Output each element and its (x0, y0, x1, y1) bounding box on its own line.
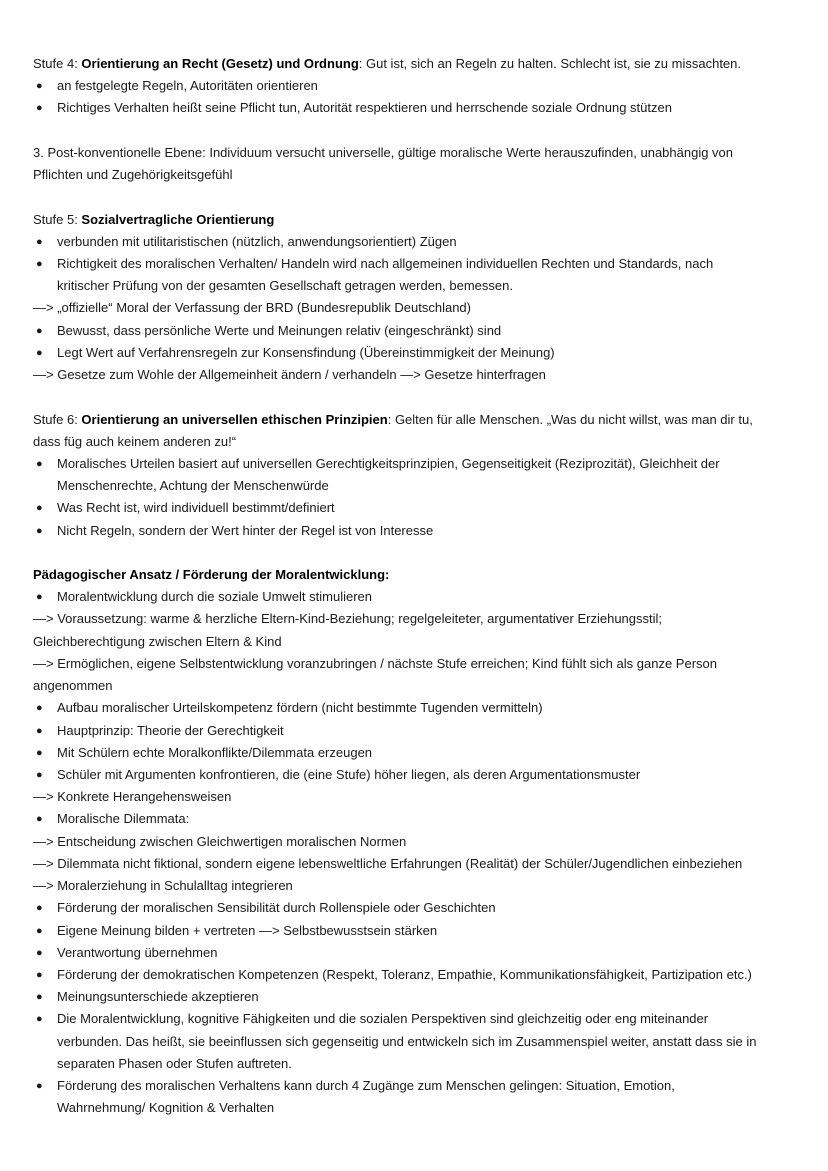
document-body (33, 53, 813, 1120)
text-line (33, 786, 813, 808)
bullet-icon: ● (36, 502, 43, 515)
bullet-item (33, 253, 813, 275)
bullet-icon: ● (36, 991, 43, 1004)
text-segment: Förderung der moralischen Sensibilität durch Rollenspiele oder Geschichten (57, 900, 496, 916)
text-segment: Verantwortung übernehmen (57, 944, 218, 960)
bullet-item (33, 320, 813, 342)
text-segment: Mit Schülern echte Moralkonflikte/Dilemmata erzeugen (57, 744, 373, 760)
text-segment: Moralentwicklung durch die soziale Umwelt stimulieren (57, 589, 373, 605)
bold-text: Orientierung an universellen ethischen Prinzipien (81, 411, 388, 427)
text-line (33, 142, 813, 164)
text-segment: Förderung des moralischen Verhaltens kann durch 4 Zugänge zum Menschen gelingen: Situation, Emotion, (57, 1078, 675, 1094)
bullet-item (33, 453, 813, 475)
text-segment: Richtigkeit des moralischen Verhalten/ Handeln wird nach allgemeinen individuellen Rechten und Standards, nach (57, 255, 714, 271)
bullet-icon: ● (36, 968, 43, 981)
bullet-icon: ● (36, 769, 43, 781)
bullet-icon: ● (36, 524, 43, 537)
text-segment: Meinungsunterschiede akzeptieren (57, 989, 259, 1005)
bullet-icon: ● (36, 724, 43, 737)
text-segment: angenommen (33, 678, 113, 694)
blank-line (33, 120, 813, 142)
text-line (33, 53, 813, 75)
text-segment: : Gelten für alle Menschen. „Was du nicht willst, was man dir tu, (387, 411, 753, 427)
bullet-item (33, 942, 813, 964)
bullet-icon: ● (36, 746, 43, 759)
text-segment: Eigene Meinung bilden + vertreten —> Selbstbewusstsein stärken (57, 922, 438, 938)
bullet-item (33, 342, 813, 364)
text-segment: —> „offizielle“ Moral der Verfassung der BRD (Bundesrepublik Deutschland) (33, 300, 471, 316)
blank-line (33, 542, 813, 564)
bullet-item (33, 497, 813, 519)
text-line (33, 875, 813, 897)
text-line (33, 431, 813, 453)
text-segment: kritischer Prüfung von der gesamten Gesellschaft getragen werden, bemessen. (57, 278, 513, 294)
bullet-icon: ● (36, 946, 43, 959)
text-line (33, 409, 813, 431)
bullet-item (33, 720, 813, 742)
text-segment: —> Dilemmata nicht fiktional, sondern eigene lebensweltliche Erfahrungen (Realität) der Schüler/Jugendlichen einbeziehen (33, 855, 743, 871)
text-segment: Moralisches Urteilen basiert auf universellen Gerechtigkeitsprinzipien, Gegenseitigkeit (Reziprozität), Gleichheit der (57, 455, 720, 471)
bullet-icon: ● (36, 324, 43, 337)
text-segment: —> Konkrete Herangehensweisen (33, 789, 232, 805)
bold-text: Sozialvertragliche Orientierung (81, 211, 275, 227)
bullet-icon: ● (36, 591, 43, 604)
text-segment: verbunden mit utilitaristischen (nützlich, anwendungsorientiert) Zügen (57, 233, 457, 249)
text-segment: Nicht Regeln, sondern der Wert hinter der Regel ist von Interesse (57, 522, 434, 538)
text-segment: Stufe 5: (33, 211, 82, 227)
bullet-icon: ● (36, 1013, 43, 1026)
bullet-icon: ● (36, 902, 43, 915)
blank-line (33, 186, 813, 208)
text-segment: Die Moralentwicklung, kognitive Fähigkeiten und die sozialen Perspektiven sind gleichzeitig oder eng miteinander (57, 1011, 709, 1027)
text-line (33, 675, 813, 697)
bullet-icon: ● (36, 457, 43, 470)
text-segment: : Gut ist, sich an Regeln zu halten. Schlecht ist, sie zu missachten. (358, 56, 742, 71)
bullet-item (33, 742, 813, 764)
text-line (33, 1031, 813, 1053)
text-segment: Menschenrechte, Achtung der Menschenwürde (57, 478, 329, 494)
bullet-item (33, 897, 813, 919)
text-segment: Stufe 4: (33, 56, 82, 71)
bullet-icon: ● (36, 235, 43, 248)
text-segment: Förderung der demokratischen Kompetenzen (Respekt, Toleranz, Empathie, Kommunikationsfähigkeit, Partizipation etc.) (57, 966, 752, 982)
text-segment: an festgelegte Regeln, Autoritäten orientieren (57, 78, 318, 94)
bullet-item (33, 764, 813, 786)
text-line (33, 209, 813, 231)
text-line (33, 831, 813, 853)
bullet-item (33, 808, 813, 830)
bullet-icon: ● (36, 257, 43, 270)
text-segment: 3. Post-konventionelle Ebene: Individuum versucht universelle, gültige moralische Werte herauszufinden, unabhängig von (33, 144, 734, 160)
bullet-item (33, 97, 813, 119)
text-line (33, 608, 813, 630)
text-segment: Aufbau moralischer Urteilskompetenz fördern (nicht bestimmte Tugenden vermitteln) (57, 700, 543, 716)
text-segment: Stufe 6: (33, 411, 82, 427)
bullet-icon: ● (36, 346, 43, 359)
bullet-icon: ● (36, 1080, 43, 1093)
text-segment: Legt Wert auf Verfahrensregeln zur Konsensfindung (Übereinstimmigkeit der Meinung) (57, 344, 555, 360)
text-segment: —> Gesetze zum Wohle der Allgemeinheit ändern / verhandeln —> Gesetze hinterfragen (33, 367, 546, 383)
text-segment: dass füg auch keinem anderen zu!“ (33, 433, 237, 449)
bold-text: Pädagogischer Ansatz / Förderung der Moralentwicklung: (33, 567, 390, 583)
text-segment: Hauptprinzip: Theorie der Gerechtigkeit (57, 722, 284, 738)
text-segment: —> Voraussetzung: warme & herzliche Eltern-Kind-Beziehung; regelgeleiteter, argumentativer Erziehungsstil; (33, 611, 663, 627)
bullet-icon: ● (36, 702, 43, 715)
text-segment: —> Ermöglichen, eigene Selbstentwicklung voranzubringen / nächste Stufe erreichen; Kind fühlt sich als ganze Person (33, 655, 717, 671)
text-segment: Richtiges Verhalten heißt seine Pflicht tun, Autorität respektieren und herrschende soziale Ordnung stützen (57, 100, 672, 116)
text-line (33, 653, 813, 675)
text-segment: Schüler mit Argumenten konfrontieren, die (eine Stufe) höher liegen, als deren Argumentationsmuster (57, 767, 641, 782)
text-line (33, 631, 813, 653)
bullet-icon: ● (36, 102, 43, 115)
text-segment: Gleichberechtigung zwischen Eltern & Kind (33, 633, 282, 649)
bullet-item (33, 1075, 813, 1097)
text-segment: —> Entscheidung zwischen Gleichwertigen moralischen Normen (33, 833, 407, 849)
text-segment: Moralische Dilemmata: (57, 811, 190, 827)
bullet-item (33, 986, 813, 1008)
bold-text: Orientierung an Recht (Gesetz) und Ordnung (81, 56, 359, 71)
bullet-item (33, 920, 813, 942)
text-line (33, 275, 813, 297)
text-line (33, 364, 813, 386)
text-line (33, 1097, 813, 1119)
bullet-item (33, 1008, 813, 1030)
text-segment: Pflichten und Zugehörigkeitsgefühl (33, 167, 233, 183)
blank-line (33, 386, 813, 408)
bullet-item (33, 964, 813, 986)
text-line (33, 164, 813, 186)
text-segment: verbunden. Das heißt, sie beeinflussen sich gegenseitig und entwickeln sich im Zusammenspiel weiter, anstatt dass sie in (57, 1033, 757, 1049)
text-line (33, 564, 813, 586)
text-segment: Was Recht ist, wird individuell bestimmt/definiert (57, 500, 335, 516)
bullet-icon: ● (36, 924, 43, 937)
bullet-icon: ● (36, 80, 43, 93)
bullet-item (33, 75, 813, 97)
bullet-item (33, 697, 813, 719)
bullet-item (33, 231, 813, 253)
text-segment: separaten Phasen oder Stufen auftreten. (57, 1055, 292, 1071)
text-line (33, 853, 813, 875)
text-line (33, 1053, 813, 1075)
text-line (33, 475, 813, 497)
bullet-item (33, 586, 813, 608)
text-segment: —> Moralerziehung in Schulalltag integrieren (33, 878, 293, 894)
text-segment: Wahrnehmung/ Kognition & Verhalten (57, 1100, 275, 1116)
bullet-icon: ● (36, 813, 43, 826)
text-segment: Bewusst, dass persönliche Werte und Meinungen relativ (eingeschränkt) sind (57, 322, 502, 338)
text-line (33, 297, 813, 319)
bullet-item (33, 520, 813, 542)
